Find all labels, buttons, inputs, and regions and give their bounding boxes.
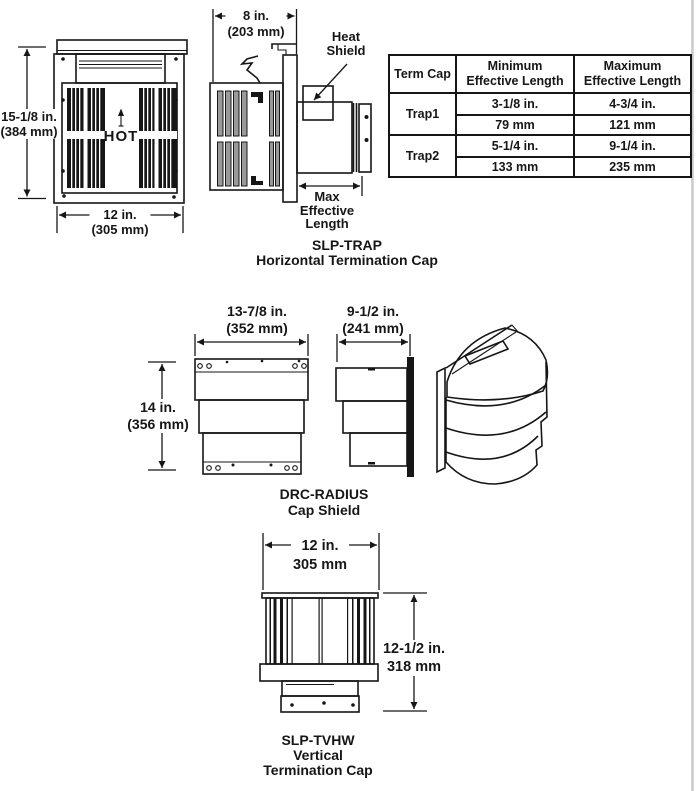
drc-radius-caption: DRC-RADIUS Cap Shield bbox=[279, 486, 369, 518]
table-cell-trap1-min-mm: 79 mm bbox=[456, 115, 574, 135]
drc-depth-dimension: 9-1/2 in. (241 mm) bbox=[342, 303, 404, 336]
table-cell-trap1-max-mm: 121 mm bbox=[574, 115, 691, 135]
slp-trap-caption: SLP-TRAP Horizontal Termination Cap bbox=[256, 237, 438, 268]
table-cell-trap2-max-in: 9-1/4 in. bbox=[574, 135, 691, 157]
drc-depth-dim-lines bbox=[337, 334, 410, 362]
side-louver-stripes bbox=[218, 91, 280, 186]
drc-width-dimension: 13-7/8 in. (352 mm) bbox=[226, 303, 288, 336]
table-cell-trap2: Trap2 bbox=[389, 135, 456, 177]
slp-tvhw-caption: SLP-TVHW Vertical Termination Cap bbox=[263, 732, 373, 778]
spring-clip bbox=[242, 56, 260, 83]
effective-length-table bbox=[388, 54, 692, 178]
table-header-min-effective-length: Minimum Effective Length bbox=[456, 55, 574, 93]
table-cell-trap1-max-in: 4-3/4 in. bbox=[574, 93, 691, 115]
pipe-section bbox=[297, 102, 352, 173]
heat-shield-label: Heat Shield bbox=[326, 29, 366, 58]
drc-radius-3d-view bbox=[437, 325, 547, 484]
pipe-end-flange bbox=[354, 103, 372, 172]
hot-up-arrow-icon bbox=[118, 109, 124, 127]
tvhw-louver-stripes bbox=[270, 598, 371, 664]
front-height-dimension: 15-1/8 in. (384 mm) bbox=[0, 109, 58, 139]
front-left-louver-panel bbox=[67, 88, 105, 188]
drc-height-dimension: 14 in. (356 mm) bbox=[127, 399, 189, 432]
drc-radius-side-view bbox=[336, 334, 414, 477]
side-depth-dimension: 8 in. (203 mm) bbox=[227, 8, 285, 39]
front-right-louver-panel bbox=[139, 88, 177, 188]
table-cell-trap2-min-mm: 133 mm bbox=[456, 157, 574, 177]
tvhw-height-dimension: 12-1/2 in. 318 mm bbox=[382, 641, 446, 675]
table-cell-trap1-min-in: 3-1/8 in. bbox=[456, 93, 574, 115]
tvhw-width-dimension: 12 in. 305 mm bbox=[292, 538, 348, 573]
max-effective-length-label: Max Effective Length bbox=[299, 189, 355, 231]
table-cell-trap2-min-in: 5-1/4 in. bbox=[456, 135, 574, 157]
table-header-term-cap: Term Cap bbox=[389, 55, 456, 93]
drc-width-dim-lines bbox=[195, 334, 308, 356]
wall-plate bbox=[283, 55, 297, 202]
heat-shield-box bbox=[303, 86, 333, 120]
table-header-max-effective-length: Maximum Effective Length bbox=[574, 55, 691, 93]
table-cell-trap2-max-mm: 235 mm bbox=[574, 157, 691, 177]
hot-label: HOT bbox=[103, 128, 139, 145]
heat-shield-leader-arrow bbox=[314, 64, 347, 100]
front-width-dimension: 12 in. (305 mm) bbox=[91, 207, 149, 237]
table-cell-trap1: Trap1 bbox=[389, 93, 456, 135]
